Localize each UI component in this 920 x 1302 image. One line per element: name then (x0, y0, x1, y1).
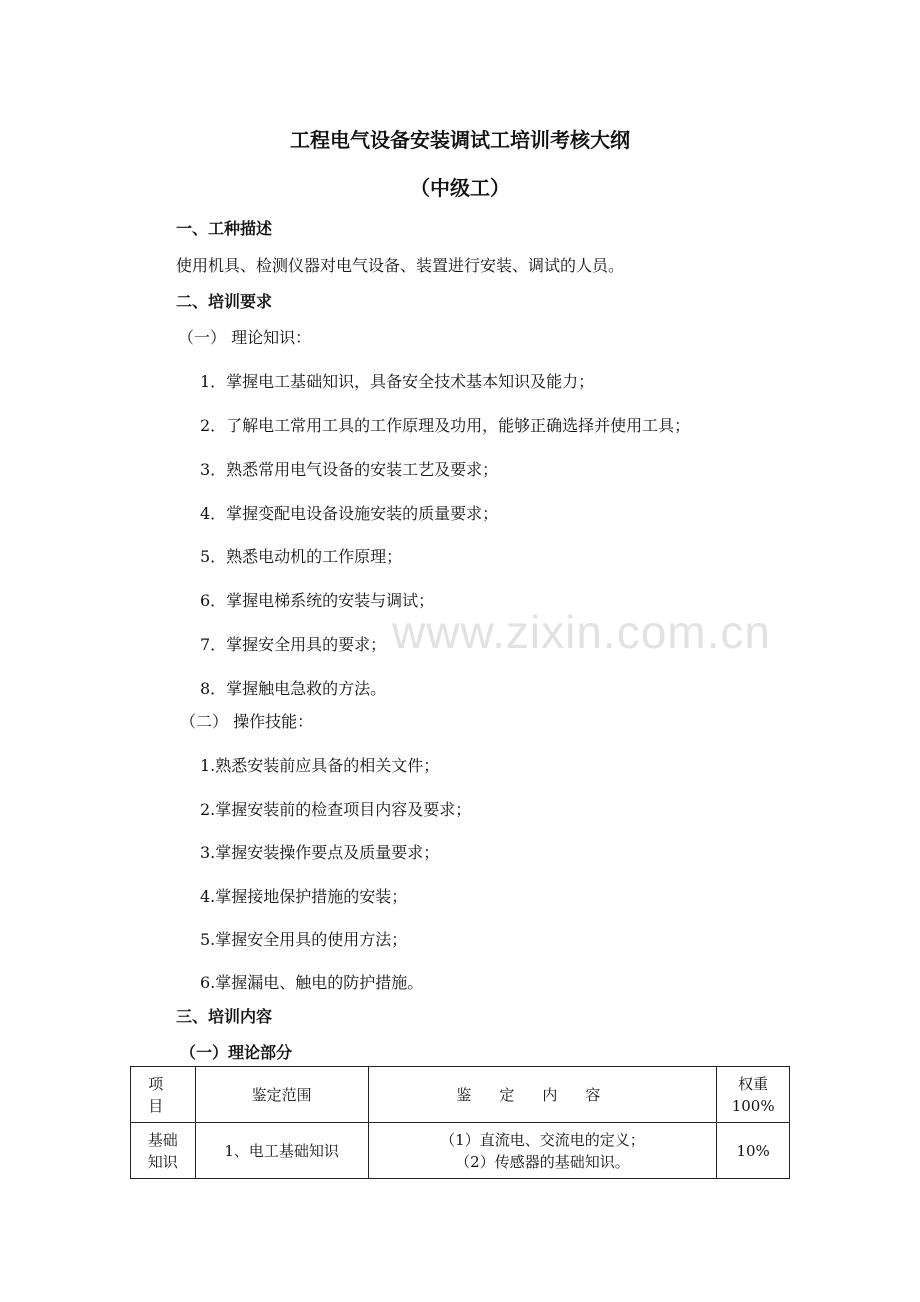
skill-item: 1.熟悉安装前应具备的相关文件； (200, 756, 440, 775)
header-weight (717, 1067, 790, 1123)
section-heading-job-description: 一、工种描述 (176, 219, 273, 238)
header-item (131, 1067, 196, 1123)
theory-item: 1．掌握电工基础知识，具备安全技术基本知识及能力； (200, 372, 595, 391)
theory-item: 6．掌握电梯系统的安装与调试； (200, 591, 435, 610)
cell-item-line1: 基础 (147, 1130, 178, 1149)
job-description-text: 使用机具、检测仪器对电气设备、装置进行安装、调试的人员。 (176, 256, 625, 275)
header-weight-line2: 100% (731, 1096, 775, 1115)
cell-item-line2: 知识 (147, 1152, 178, 1171)
document-subtitle: （中级工） (410, 176, 510, 200)
cell-content (368, 1123, 717, 1179)
theory-item: 3．熟悉常用电气设备的安装工艺及要求； (200, 460, 499, 479)
watermark: www.zixin.com.cn (392, 606, 771, 658)
header-item-label: 项目 (148, 1074, 178, 1115)
header-content-label: 鉴定内容 (456, 1085, 629, 1104)
document-title: 工程电气设备安装调试工培训考核大纲 (290, 128, 630, 152)
subheading-operation-skills: （二） 操作技能： (180, 712, 314, 731)
header-content (368, 1067, 717, 1123)
theory-item: 7．掌握安全用具的要求； (200, 635, 387, 654)
cell-content-line1: （1）直流电、交流电的定义； (440, 1130, 645, 1149)
theory-item: 5．熟悉电动机的工作原理； (200, 547, 403, 566)
cell-weight: 10% (717, 1123, 790, 1179)
subheading-theory-part: （一）理论部分 (180, 1043, 293, 1062)
table-row (131, 1123, 790, 1179)
skill-item: 5.掌握安全用具的使用方法； (200, 930, 408, 949)
cell-content-line2: （2）传感器的基础知识。 (455, 1152, 630, 1171)
skill-item: 4.掌握接地保护措施的安装； (200, 887, 408, 906)
section-heading-training-requirements: 二、培训要求 (176, 292, 273, 311)
cell-item (131, 1123, 196, 1179)
header-scope: 鉴定范围 (195, 1067, 368, 1123)
section-heading-training-content: 三、培训内容 (176, 1007, 273, 1026)
theory-item: 8．掌握触电急救的方法。 (200, 679, 387, 698)
skill-item: 3.掌握安装操作要点及质量要求； (200, 843, 440, 862)
header-weight-line1: 权重 (738, 1074, 769, 1093)
skill-item: 2.掌握安装前的检查项目内容及要求； (200, 800, 472, 819)
assessment-table (130, 1066, 790, 1179)
skill-item: 6.掌握漏电、触电的防护措施。 (200, 973, 424, 992)
theory-item: 4．掌握变配电设备设施安装的质量要求； (200, 504, 499, 523)
theory-item: 2．了解电工常用工具的工作原理及功用，能够正确选择并使用工具； (200, 416, 691, 435)
cell-scope: 1、电工基础知识 (195, 1123, 368, 1179)
table-header-row (131, 1067, 790, 1123)
subheading-theory-knowledge: （一） 理论知识： (178, 328, 312, 347)
